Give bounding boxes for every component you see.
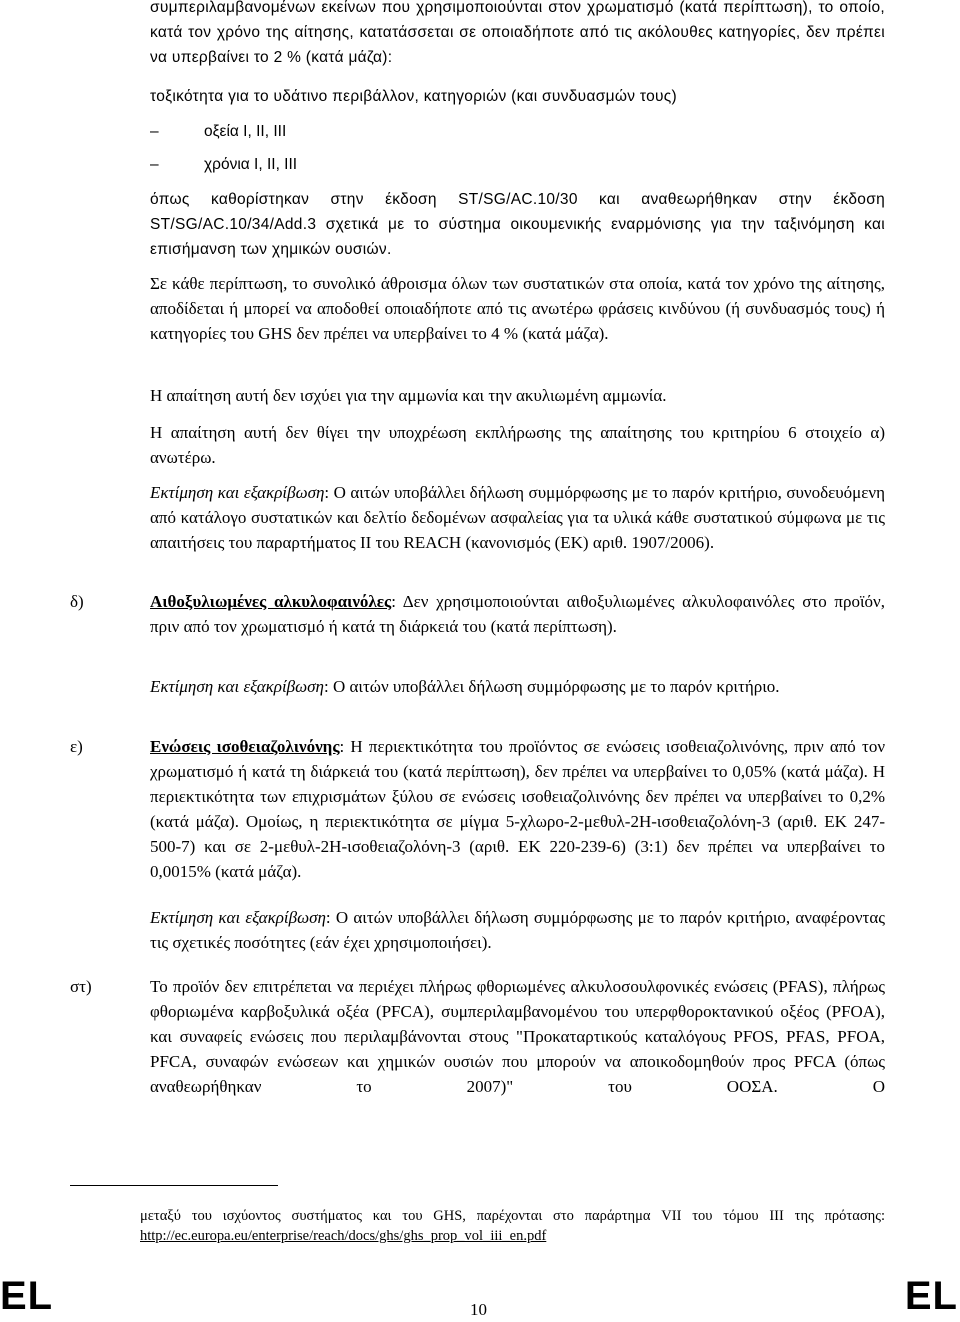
section-e-paragraph: Ενώσεις ισοθειαζολινόνης: Η περιεκτικότητα του προϊόντος σε ενώσεις ισοθειαζολινόνης, πριν από τον χρωματισμό ή κατά τη διάρκειά του (κατά περίπτωση), δεν πρέπει να υπερβαίνει το 0,05% (κατά μάζα). Η περιεκτικότητα των επιχρισμάτων ξύλου σε ενώσεις ισοθειαζολινόνης δεν πρέπει να υπερβαίνει το 0,2% (κατά μάζα). Ομοίως, η περιεκτικότητα σε μίγμα 5-χλωρο-2-μεθυλ-2Η-ισοθειαζολόνη-3 (αριθ. ΕΚ 247-500-7) και σε 2-μεθυλ-2Η-ισοθειαζολόνη-3 (αριθ. ΕΚ 220-239-6) (3:1) δεν πρέπει να υπερβαίνει το 0,0015% (κατά μάζα). [150,737,886,881]
language-code-left: EL [0,1274,54,1318]
section-e-title: Ενώσεις ισοθειαζολινόνης [150,737,340,756]
section-d-label: δ) [70,592,84,611]
footnote-separator [70,1185,278,1186]
section-d-title: Αιθοξυλιωμένες αλκυλοφαινόλες [150,592,392,611]
general-assessment-paragraph: Εκτίμηση και εξακρίβωση: Ο αιτών υποβάλλει δήλωση συμμόρφωσης με το παρόν κριτήριο, συνοδευόμενη από κατάλογο συστατικών και δελτίο δεδομένων ασφαλείας για τα υλικά κάθε συστατικού σύμφωνα με τις απαιτήσεις του παραρτήματος II του REACH (κανονισμός (ΕΚ) αριθ. 1907/2006). [150,483,885,552]
total-sum-paragraph: Σε κάθε περίπτωση, το συνολικό άθροισμα όλων των συστατικών στα οποία, κατά τον χρόνο της αίτησης, αποδίδεται ή μπορεί να αποδοθεί οποιαδήποτε από τις ανωτέρω φράσεις κινδύνου (ή συνδυασμός τους) ή κατηγορίες του GHS δεν πρέπει να υπερβαίνει το 4 % (κατά μάζα). [150,274,885,343]
assessment-label: Εκτίμηση και εξακρίβωση [150,908,326,927]
section-st-label: στ) [70,977,92,996]
assessment-label: Εκτίμηση και εξακρίβωση [150,483,325,502]
ammonia-exception-paragraph: Η απαίτηση αυτή δεν ισχύει για την αμμωνία και την ακυλιωμένη αμμωνία. [150,386,667,405]
classification-paragraph: όπως καθορίστηκαν στην έκδοση ST/SG/AC.10/30 και αναθεωρήθηκαν στην έκδοση ST/SG/AC.10/34/Add.3 σχετικά με το σύστημα οικουμενικής εναρμόνισης για την ταξινόμηση και επισήμανση των χημικών ουσιών. [150,191,885,258]
footnote: μεταξύ του ισχύοντος συστήματος και του GHS, παρέχονται στο παράρτημα VII του τόμου III της πρότασης: http://ec.europa.eu/enterprise/reach/docs/ghs/ghs_prop_vol_iii_en.pdf [140,1208,885,1244]
section-e-assessment: Εκτίμηση και εξακρίβωση: Ο αιτών υποβάλλει δήλωση συμμόρφωσης με το παρόν κριτήριο, αναφέροντας τις σχετικές ποσότητες (εάν έχει χρησιμοποιήσει). [150,908,885,952]
dash-bullet: – [150,123,159,140]
dash-bullet: – [150,156,159,173]
section-d-paragraph: Αιθοξυλιωμένες αλκυλοφαινόλες: Δεν χρησιμοποιούνται αιθοξυλιωμένες αλκυλοφαινόλες στο προϊόν, πριν από τον χρωματισμό ή κατά τη διάρκειά του (κατά περίπτωση). [150,592,885,636]
section-st-paragraph: Το προϊόν δεν επιτρέπεται να περιέχει πλήρως φθοριωμένες αλκυλοσουλφονικές ενώσεις (PFAS), πλήρως φθοριωμένα καρβοξυλικά οξέα (PFCA), συμπεριλαμβανομένου του υπερφθοροκτανικού οξέος (PFOA), και συναφείς ενώσεις που περιλαμβάνονται στους "Προκαταρτικούς καταλόγους PFOS, PFAS, PFOA, PFCA, συναφών ενώσεων και χημικών ουσιών που μπορούν να αποικοδομηθούν προς PFCA (όπως αναθεωρήθηκαν το 2007)" του ΟΟΣΑ. Ο [150,977,885,1096]
toxicity-line: τοξικότητα για το υδάτινο περιβάλλον, κατηγοριών (και συνδυασμών τους) [150,88,678,105]
page-number: 10 [470,1300,487,1319]
assessment-label: Εκτίμηση και εξακρίβωση [150,677,324,696]
section-d-assessment: Εκτίμηση και εξακρίβωση: Ο αιτών υποβάλλει δήλωση συμμόρφωσης με το παρόν κριτήριο. [150,677,780,696]
section-e-label: ε) [70,737,83,756]
footnote-link[interactable]: http://ec.europa.eu/enterprise/reach/docs/ghs/ghs_prop_vol_iii_en.pdf [140,1228,547,1244]
criterion-6-paragraph: Η απαίτηση αυτή δεν θίγει την υποχρέωση εκπλήρωσης της απαίτησης του κριτηρίου 6 στοιχείο α) ανωτέρω. [150,423,885,467]
language-code-right: EL [904,1274,958,1318]
intro-paragraph: συμπεριλαμβανομένων εκείνων που χρησιμοποιούνται στον χρωματισμό (κατά περίπτωση), το οποίο, κατά τον χρόνο της αίτησης, κατατάσσεται σε οποιαδήποτε από τις ακόλουθες κατηγορίες, δεν πρέπει να υπερβαίνει το 2 % (κατά μάζα): [150,0,885,66]
